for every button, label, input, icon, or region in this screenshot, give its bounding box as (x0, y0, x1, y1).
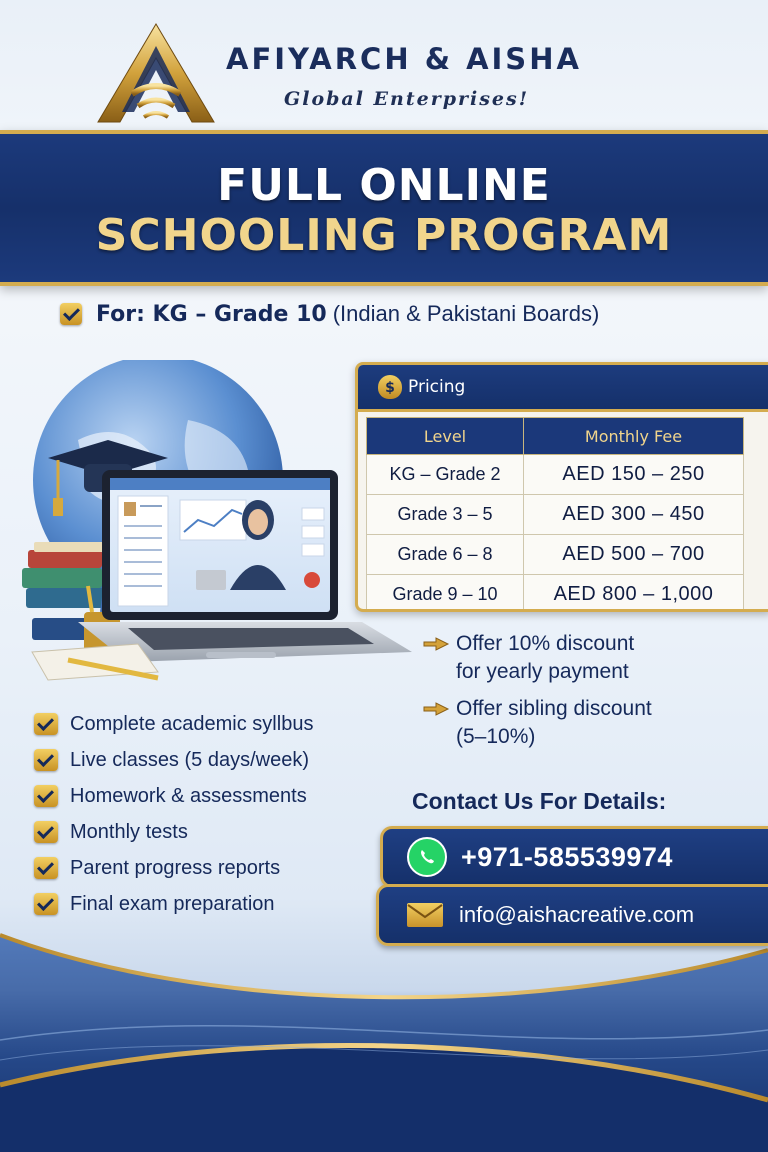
feature-label: Monthly tests (70, 820, 188, 843)
page-title-line2: SCHOOLING PROGRAM (95, 210, 673, 261)
email-address[interactable]: info@aishacreative.com (459, 902, 695, 927)
level-cell: Grade 3 – 5 (367, 495, 524, 535)
checkbox-icon (34, 713, 58, 735)
feature-label: Live classes (5 days/week) (70, 748, 309, 771)
pointing-hand-icon (422, 701, 450, 717)
pricing-heading: Pricing (408, 377, 466, 397)
offer-line: for yearly payment (456, 660, 629, 683)
logo (92, 22, 220, 126)
offer-yearly-discount (424, 630, 744, 686)
feature-label: Parent progress reports (70, 856, 281, 879)
contact-title: Contact Us For Details: (412, 788, 667, 814)
phone-number[interactable]: +971-585539974 (461, 841, 673, 872)
money-bag-icon: $ (378, 375, 402, 399)
page-title-line1: FULL ONLINE (217, 160, 551, 211)
offer-line: Offer sibling discount (456, 697, 652, 720)
pricing-table (366, 417, 744, 612)
list-item (34, 742, 394, 778)
table-row (367, 575, 744, 613)
envelope-icon (407, 903, 443, 927)
offer-sibling-discount (424, 695, 744, 751)
list-item (34, 706, 394, 742)
feature-label: Final exam preparation (70, 892, 275, 915)
list-item (34, 778, 394, 814)
column-header-fee: Monthly Fee (524, 418, 744, 455)
brand-name: AFIYARCH & AISHA (226, 42, 582, 76)
brand-tagline: Global Enterprises! (284, 88, 530, 110)
column-header-level: Level (367, 418, 524, 455)
checkbox-icon (34, 893, 58, 915)
audience-line (60, 298, 740, 330)
checkbox-icon (34, 857, 58, 879)
table-row (367, 495, 744, 535)
phone-contact[interactable] (380, 826, 768, 888)
offer-line: Offer 10% discount (456, 632, 635, 655)
feature-label: Complete academic syllbus (70, 712, 314, 735)
level-cell: Grade 6 – 8 (367, 535, 524, 575)
pricing-card (355, 362, 768, 612)
checkbox-icon (34, 821, 58, 843)
table-row (367, 455, 744, 495)
email-contact[interactable] (376, 884, 768, 946)
audience-grades: For: KG – Grade 10 (96, 301, 327, 327)
table-row (367, 535, 744, 575)
feature-list (34, 706, 394, 922)
fee-cell: AED 150 – 250 (524, 455, 744, 495)
list-item (34, 814, 394, 850)
list-item (34, 850, 394, 886)
offer-line: (5–10%) (456, 725, 536, 748)
pointing-hand-icon (422, 636, 450, 652)
list-item (34, 886, 394, 922)
checkbox-icon (34, 749, 58, 771)
feature-label: Homework & assessments (70, 784, 307, 807)
level-cell: Grade 9 – 10 (367, 575, 524, 613)
pricing-header (358, 365, 768, 412)
level-cell: KG – Grade 2 (367, 455, 524, 495)
fee-cell: AED 800 – 1,000 (524, 575, 744, 613)
checkbox-icon (60, 303, 82, 325)
audience-boards: (Indian & Pakistani Boards) (332, 301, 600, 326)
fee-cell: AED 300 – 450 (524, 495, 744, 535)
whatsapp-icon (407, 837, 447, 877)
checkbox-icon (34, 785, 58, 807)
fee-cell: AED 500 – 700 (524, 535, 744, 575)
